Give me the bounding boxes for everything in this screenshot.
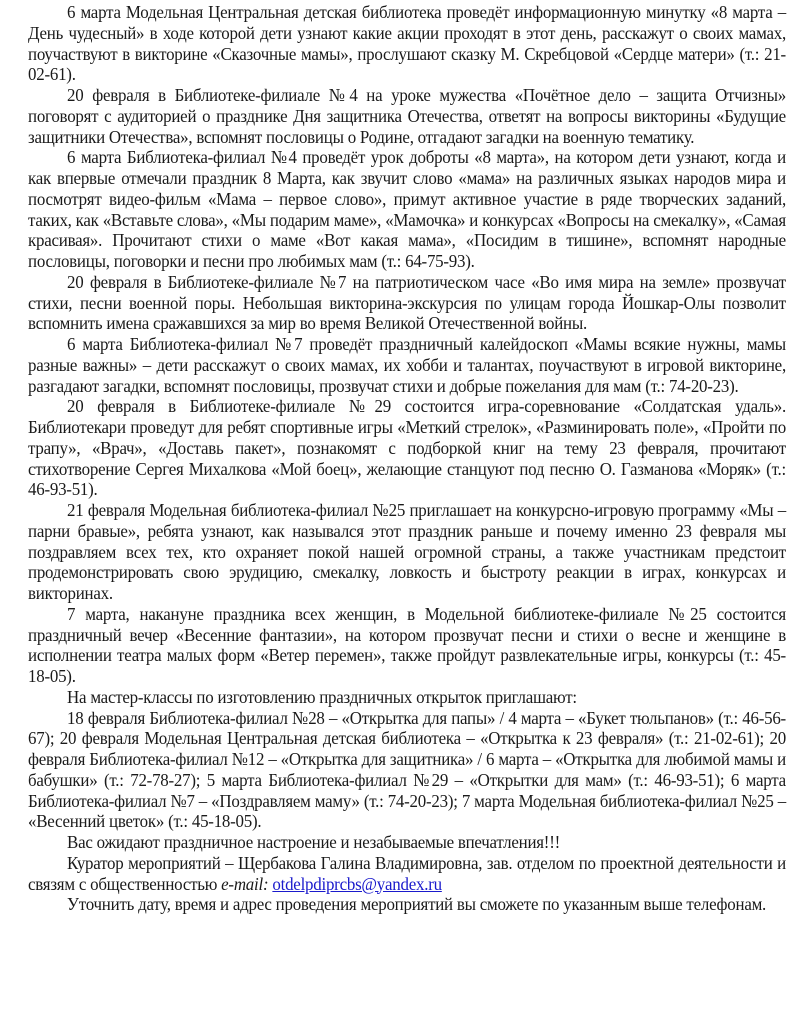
paragraph-master-classes-intro: На мастер-классы по изготовлению праздничных открыток приглашают: xyxy=(67,686,577,707)
paragraph-branch-7-patriotic-hour: 20 февраля в Библиотеке-филиале №7 на патриотическом часе «Во имя мира на земле» прозвучат стихи, песни военной поры. Небольшая викторина-экскурсия по улицам города Йошкар-Олы позволит вспомнить имена сражавшихся за мир во время Великой Отечественной войны. xyxy=(28,271,786,334)
paragraph-master-classes-list: 18 февраля Библиотека-филиал №28 – «Открытка для папы» / 4 марта – «Букет тюльпанов» (т.: 46-56-67); 20 февраля Модельная Центральная детская библиотека – «Открытка к 23 февраля» (т.: 21-02-61); 20 февраля Библиотека-филиал №12 – «Открытка для защитника» / 6 марта – «Открытка для любимой мамы и бабушки» (т.: 72-78-27); 5 марта Библиотека-филиал №29 – «Открытки для мам» (т.: 46-93-51); 6 марта Библиотека-филиал №7 – «Поздравляем маму» (т.: 74-20-23); 7 марта Модельная библиотека-филиал №25 – «Весенний цветок» (т.: 45-18-05). xyxy=(28,707,786,832)
paragraph-branch-4-kindness-lesson: 6 марта Библиотека-филиал №4 проведёт урок доброты «8 марта», на котором дети узнают, когда и как впервые отмечали праздник 8 Марта, как звучит слово «мама» на различных языках народов мира и посмотрят видео-фильм «Мама – первое слово», примут активное участие в ряде творческих заданий, таких, как «Вставьте слова», «Мы подарим маме», «Мамочка» и конкурсах «Вопросы на смекалку», «Самая красивая». Прочитают стихи о маме «Вот какая мама», «Посидим в тишине», вспомнят народные пословицы, поговорки и песни про любимых мам (т.: 64-75-93). xyxy=(28,147,786,271)
document-page xyxy=(28,2,786,915)
paragraph-branch-29-competition: 20 февраля в Библиотеке-филиале №29 состоится игра-соревнование «Солдатская удаль». Библиотекари проведут для ребят спортивные игры «Меткий стрелок», «Разминировать поле», «Пройти по трапу», «Врач», «Доставь пакет», познакомят с подборкой книг на тему 23 февраля, прочитают стихотворение Сергея Михалкова «Мой боец», желающие станцуют под песню О. Газманова «Моряк» (т.: 46-93-51). xyxy=(28,396,786,500)
email-label: e-mail: xyxy=(221,873,269,894)
paragraph-branch-25-game-program: 21 февраля Модельная библиотека-филиал №25 приглашает на конкурсно-игровую программу «Мы – парни бравые», ребята узнают, как назывался этот праздник раньше и почему именно 23 февраля мы поздравляем всех тех, кто охраняет покой нашей огромной страны, а также участникам предстоит продемонстрировать свою эрудицию, смекалку, ловкость и быстроту реакции в играх, конкурсах и викторинах. xyxy=(28,500,786,603)
paragraph-closing: Уточнить дату, время и адрес проведения мероприятий вы сможете по указанным выше телефонам. xyxy=(67,894,767,915)
paragraph-curator xyxy=(28,853,786,895)
paragraph-branch-4-courage-lesson: 20 февраля в Библиотеке-филиале №4 на уроке мужества «Почётное дело – защита Отчизны» поговорят с аудиторией о празднике Дня защитника Отечества, ответят на вопросы викторины «Будущие защитники Отечества», вспомнят пословицы о Родине, отгадают загадки на военную тематику. xyxy=(28,85,786,147)
paragraph-branch-7-kaleidoscope: 6 марта Библиотека-филиал №7 проведёт праздничный калейдоскоп «Мамы всякие нужны, мамы разные важны» – дети расскажут о своих мамах, их хобби и талантах, поучаствуют в игровой викторине, разгадают загадки, вспомнят пословицы, прозвучат стихи и добрые пожелания для мам (т.: 74-20-23). xyxy=(28,334,786,396)
email-link[interactable]: otdelpdiprcbs@yandex.ru xyxy=(272,873,442,894)
paragraph-women-day-central-library: 6 марта Модельная Центральная детская библиотека проведёт информационную минутку «8 марта – День чудесный» в ходе которой дети узнают какие акции проходят в этот день, расскажут о своих мамах, поучаствуют в викторине «Сказочные мамы», прослушают сказку М. Скребцовой «Сердце матери» (т.: 21-02-61). xyxy=(28,2,786,85)
paragraph-branch-25-spring-evening: 7 марта, накануне праздника всех женщин, в Модельной библиотеке-филиале №25 состоится праздничный вечер «Весенние фантазии», на котором прозвучат песни и стихи о весне и женщине в исполнении театра малых форм «Ветер перемен», также пройдут развлекательные игры, конкурсы (т.: 45-18-05). xyxy=(28,603,786,686)
curator-text: Куратор мероприятий – Щербакова Галина Владимировна, зав. отделом по проектной деятельности и связям с общественностью xyxy=(28,852,786,894)
paragraph-invitation: Вас ожидают праздничное настроение и незабываемые впечатления!!! xyxy=(67,832,561,852)
